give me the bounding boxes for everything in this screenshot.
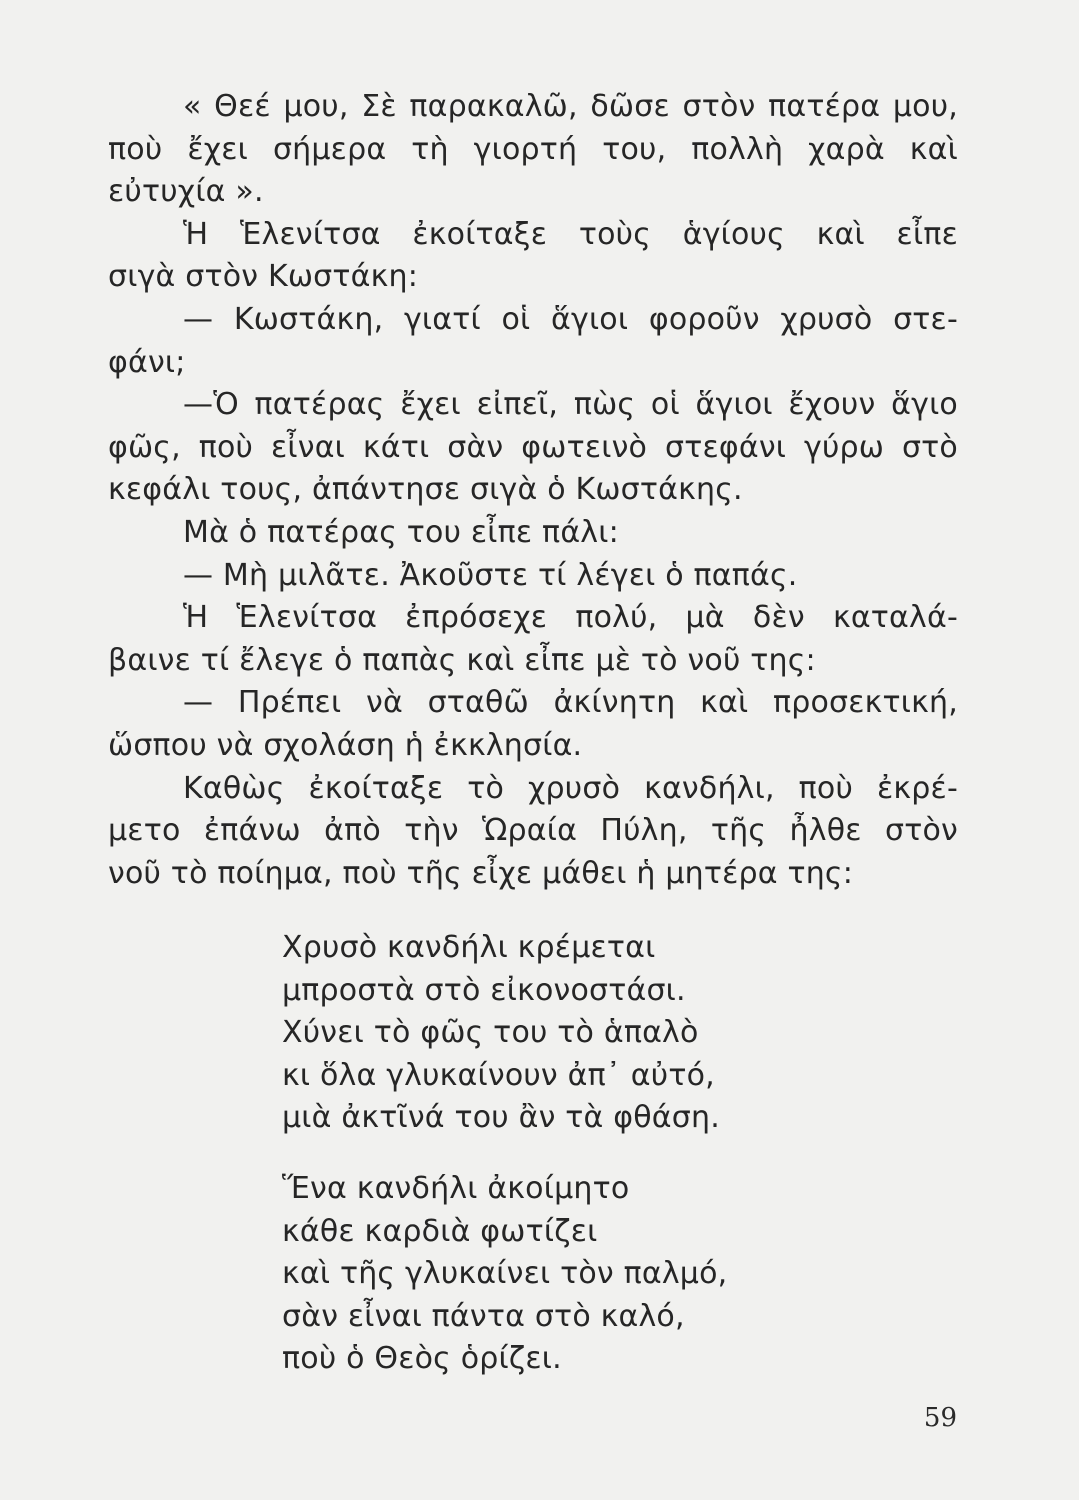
prose-line: εὐτυχία ». xyxy=(108,174,264,210)
prose-line: νοῦ τὸ ποίημα, ποὺ τῆς εἶχε μάθει ἡ μητέρα της: xyxy=(108,855,854,891)
poem-line: κι ὅλα γλυκαίνουν ἀπ᾽ αὐτό, xyxy=(282,1057,715,1093)
prose-line: —Ὁ πατέρας ἔχει εἰπεῖ, πὼς οἱ ἅγιοι ἔχουν ἅγιο xyxy=(183,387,958,423)
poem-stanza-1 xyxy=(282,927,982,1140)
prose-line: ὥσπου νὰ σχολάση ἡ ἐκκλησία. xyxy=(108,727,583,763)
prose-text xyxy=(108,86,958,895)
poem-stanza-2 xyxy=(282,1168,982,1381)
prose-line: βαινε τί ἔλεγε ὁ παπὰς καὶ εἶπε μὲ τὸ νοῦ της: xyxy=(108,642,816,678)
poem-line: κάθε καρδιὰ φωτίζει xyxy=(282,1213,598,1249)
poem-line: Ἕνα κανδήλι ἀκοίμητο xyxy=(282,1171,630,1206)
prose-line: — Κωστάκη, γιατί οἱ ἅγιοι φοροῦν χρυσὸ στε- xyxy=(183,301,958,337)
poem-line: ποὺ ὁ Θεὸς ὁρίζει. xyxy=(282,1341,562,1377)
prose-line: σιγὰ στὸν Κωστάκη: xyxy=(108,259,419,295)
poem-line: Χύνει τὸ φῶς του τὸ ἁπαλὸ xyxy=(282,1015,699,1051)
prose-line: « Θεέ μου, Σὲ παρακαλῶ, δῶσε στὸν πατέρα μου, xyxy=(183,89,958,124)
prose-line: κεφάλι τους, ἀπάντησε σιγὰ ὁ Κωστάκης. xyxy=(108,472,743,508)
prose-line: Καθὼς ἐκοίταξε τὸ χρυσὸ κανδήλι, ποὺ ἐκρέ- xyxy=(183,770,958,806)
poem-line: Χρυσὸ κανδήλι κρέμεται xyxy=(282,930,656,965)
page-number: 59 xyxy=(923,1403,957,1433)
poem-line: καὶ τῆς γλυκαίνει τὸν παλμό, xyxy=(282,1256,728,1292)
poem-line: μπροστὰ στὸ εἰκονοστάσι. xyxy=(282,972,686,1008)
prose-line: φῶς, ποὺ εἶναι κάτι σὰν φωτεινὸ στεφάνι γύρω στὸ xyxy=(108,429,958,465)
poem-line: μιὰ ἀκτῖνά του ἂν τὰ φθάση. xyxy=(282,1100,720,1136)
prose-line: ποὺ ἔχει σήμερα τὴ γιορτή του, πολλὴ χαρὰ καὶ xyxy=(108,131,958,167)
prose-line: Ἡ Ἑλενίτσα ἐπρόσεχε πολύ, μὰ δὲν καταλά- xyxy=(183,600,958,636)
prose-line: μετο ἐπάνω ἀπὸ τὴν Ὡραία Πύλη, τῆς ἦλθε στὸν xyxy=(108,813,958,849)
prose-line: — Πρέπει νὰ σταθῶ ἀκίνητη καὶ προσεκτική, xyxy=(183,685,958,721)
prose-line: φάνι; xyxy=(108,344,186,380)
prose-line: Μὰ ὁ πατέρας του εἶπε πάλι: xyxy=(183,514,619,550)
prose-line: Ἡ Ἑλενίτσα ἐκοίταξε τοὺς ἁγίους καὶ εἶπε xyxy=(183,216,958,252)
prose-line: — Μὴ μιλᾶτε. Ἀκοῦστε τί λέγει ὁ παπάς. xyxy=(183,557,798,593)
poem-line: σὰν εἶναι πάντα στὸ καλό, xyxy=(282,1298,685,1334)
